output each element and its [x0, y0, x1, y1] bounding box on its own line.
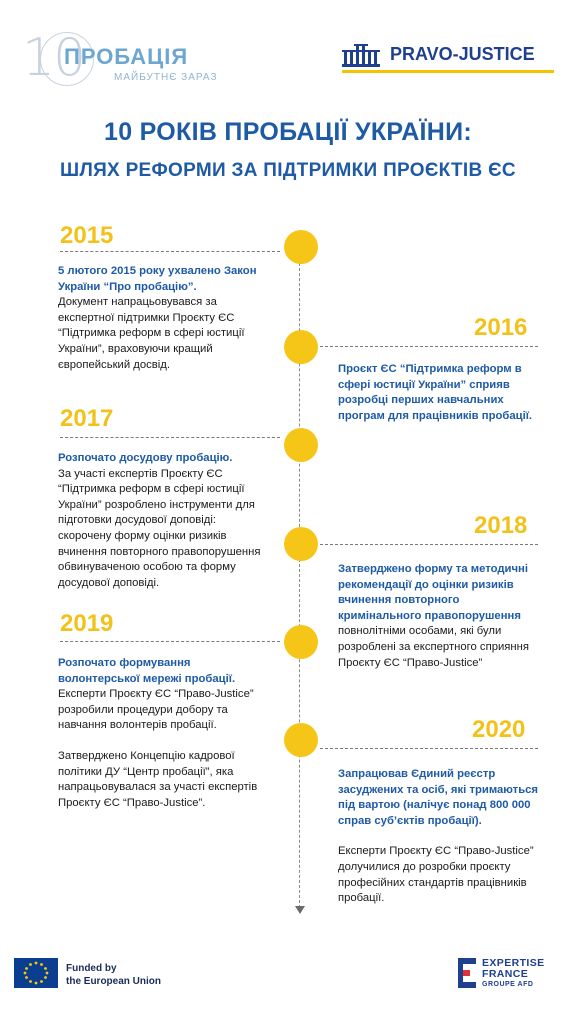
entry-2019-text: Експерти Проєкту ЄС “Право-Justice” розробили процедури добору та навчання волонтерів пробації. — [58, 688, 254, 732]
year-2016: 2016 — [474, 314, 528, 341]
timeline-arrow-icon — [295, 906, 305, 914]
timeline-dot-2015 — [284, 230, 318, 264]
entry-2015-highlight: 5 лютого 2015 року ухвалено Закон України “Про пробацію”. — [58, 265, 257, 293]
entry-2020-highlight: Запрацював Єдиний реєстр засуджених та осіб, які тримаються під вартою (налічує понад 800 000 справ суб’єктів пробації). — [338, 768, 539, 827]
entry-2017-text: За участі експертів Проєкту ЄС “Підтримка реформ в сфері юстиції України” розроблено інструменти для підготовки досудової доповіді: скорочену форму оцінки ризиків вчинення повторного правопорушення обвинуваченою особою та форму досудової доповіді. — [58, 467, 261, 589]
timeline-dot-2019 — [284, 625, 318, 659]
expertise-france-logo — [458, 958, 568, 992]
entry-2015 — [58, 264, 266, 373]
timeline-dot-2016 — [284, 330, 318, 364]
entry-2019-text2: Затверджено Концепцію кадрової політики ДУ “Центр пробації”, яка напрацьовувалася за участі експертів Проєкту ЄС “Право-Justice”. — [58, 749, 258, 809]
entry-2017-highlight: Розпочато досудову пробацію. — [58, 452, 233, 464]
eu-funding-line1: Funded by — [66, 963, 117, 974]
year-2015: 2015 — [60, 222, 114, 249]
entry-2016 — [338, 362, 548, 424]
probation-logo-tagline: МАЙБУТНЄ ЗАРАЗ — [114, 72, 218, 83]
expertise-france-mark-icon — [458, 958, 476, 988]
entry-2018-highlight: Затверджено форму та методичні рекомендації до оцінки ризиків вчинення повторного кримінального правопорушення — [338, 563, 529, 622]
pravo-justice-logo — [342, 40, 554, 76]
eu-funding-text — [66, 962, 161, 988]
pravo-justice-word: PRAVO-JUSTICE — [390, 44, 535, 64]
expertise-france-line1: EXPERTISE — [482, 957, 545, 969]
divider-2018 — [320, 544, 538, 545]
timeline-dot-2020 — [284, 723, 318, 757]
year-2017: 2017 — [60, 405, 114, 432]
timeline-dot-2018 — [284, 527, 318, 561]
timeline-dot-2017 — [284, 428, 318, 462]
eu-flag-icon — [14, 958, 58, 988]
expertise-france-line2: FRANCE — [482, 968, 529, 980]
entry-2018 — [338, 562, 538, 671]
eu-funding-line2: the European Union — [66, 976, 161, 987]
divider-2016 — [320, 346, 538, 347]
entry-2017 — [58, 451, 266, 591]
entry-2020-text: Експерти Проєкту ЄС “Право-Justice” долучилися до розробки проєкту професійних стандартів працівників пробації. — [338, 845, 534, 905]
pravo-justice-underline — [342, 70, 554, 73]
page-title: 10 РОКІВ ПРОБАЦІЇ УКРАЇНИ: — [103, 118, 473, 146]
pravo-justice-building-icon — [342, 42, 384, 68]
probation-logo — [22, 30, 222, 86]
entry-2020 — [338, 767, 544, 907]
year-2019: 2019 — [60, 610, 114, 637]
expertise-france-word — [482, 958, 545, 980]
entry-2019 — [58, 656, 268, 811]
divider-2015 — [60, 251, 280, 252]
divider-2019 — [60, 641, 280, 642]
entry-2016-highlight: Проєкт ЄС “Підтримка реформ в сфері юстиції України” сприяв розробці перших навчальних програм для працівників пробації. — [338, 363, 533, 422]
entry-2018-text: повнолітніми особами, які були розроблені за експертного сприяння Проєкту ЄС “Право-Justice” — [338, 625, 530, 669]
year-2018: 2018 — [474, 512, 528, 539]
entry-2019-highlight: Розпочато формування волонтерської мережі пробації. — [58, 657, 236, 685]
probation-logo-number: 10 — [22, 28, 85, 88]
divider-2020 — [320, 748, 538, 749]
probation-logo-word: ПРОБАЦІЯ — [64, 44, 189, 69]
year-2020: 2020 — [472, 716, 526, 743]
divider-2017 — [60, 437, 280, 438]
entry-2015-text: Документ напрацьовувався за експертної підтримки Проєкту ЄС “Підтримка реформ в сфері юстиції України”, враховуючи кращий європейський досвід. — [58, 296, 245, 371]
page-subtitle: ШЛЯХ РЕФОРМИ ЗА ПІДТРИМКИ ПРОЄКТІВ ЄС — [60, 160, 516, 181]
expertise-france-group: GROUPE AFD — [482, 981, 534, 988]
